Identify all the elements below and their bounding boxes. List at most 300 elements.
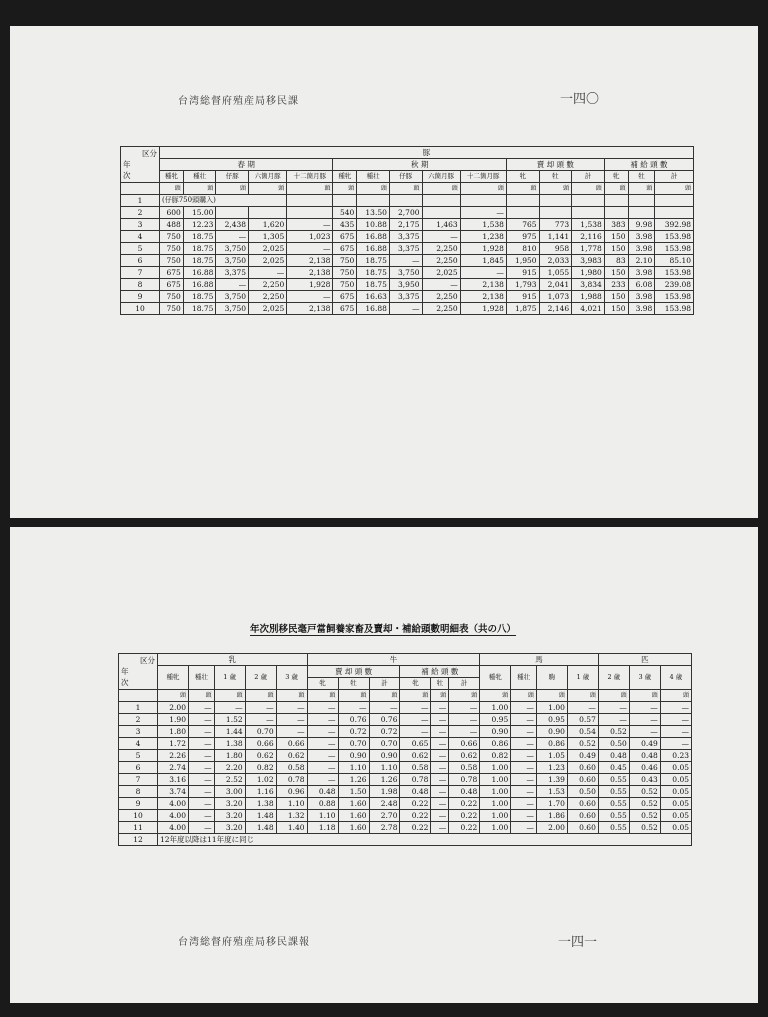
table-cell: 1.18 [307,822,338,834]
table-cell [216,207,249,219]
table-cell: 2,250 [249,291,287,303]
table-cell: 1.38 [245,798,276,810]
table-cell: — [660,714,691,726]
row-year: 2 [121,207,160,219]
table-cell: 1,950 [506,255,539,267]
table-cell: — [660,726,691,738]
table-cell: 750 [333,279,357,291]
table-row [119,786,692,798]
table-cell: 765 [506,219,539,231]
table-cell: 2,041 [539,279,572,291]
table-cell: 1.60 [338,810,369,822]
table-cell: 2.26 [158,750,189,762]
table-cell: 0.96 [276,786,307,798]
column-header: 3 歳 [629,666,660,690]
table-cell: 2,138 [287,267,333,279]
table-row [121,267,694,279]
table-cell: 1,980 [572,267,605,279]
table-cell: 0.82 [480,750,511,762]
table-cell: 3.98 [628,231,655,243]
table-cell: 1.26 [369,774,400,786]
column-header: 種牝 [333,171,357,183]
table-cell: 2.20 [214,762,245,774]
table-cell: 1.39 [536,774,567,786]
table-cell: 4.00 [158,798,189,810]
table-cell: 0.52 [629,810,660,822]
corner-top-label-2: 区分 [140,656,155,665]
table-cell: 675 [160,267,184,279]
table-cell: 239.08 [655,279,694,291]
unit-cell: 頭 [400,690,431,702]
table-cell: 750 [160,243,184,255]
table-row [121,303,694,315]
unit-cell: 頭 [598,690,629,702]
unit-cell: 頭 [660,690,691,702]
table-cell: 16.88 [357,231,390,243]
table-cell: 0.88 [307,798,338,810]
table-cell: — [389,255,422,267]
table-cell: — [511,762,537,774]
group-horse: 馬 [480,654,599,666]
table-cell [357,195,390,207]
column-header: 十二箇月豚 [287,171,333,183]
unit-cell: 頭 [160,183,184,195]
table-cell: — [400,726,431,738]
table-cell: 2,025 [422,267,460,279]
table-cell: 750 [333,267,357,279]
table-cell: — [431,738,449,750]
table-row [119,726,692,738]
table-cell: 0.90 [536,726,567,738]
row-year: 8 [119,786,158,798]
table-row [119,798,692,810]
row-year: 2 [119,714,158,726]
column-header: 種壮 [183,171,216,183]
table-cell: 1,463 [422,219,460,231]
table-cell: 3.98 [628,267,655,279]
table-cell: — [389,303,422,315]
table-cell: 0.95 [536,714,567,726]
table-cell: 1.32 [276,810,307,822]
column-header: 1 歳 [214,666,245,690]
table-cell: — [511,810,537,822]
table-cell: 1.80 [158,726,189,738]
subgroup-sold: 賣 却 頭 數 [307,666,400,678]
table-cell: 675 [333,303,357,315]
corner-label-2-2: 次 [121,678,129,687]
table-cell: 0.66 [449,738,480,750]
table-cell: — [511,726,537,738]
table-cell: 2,250 [422,303,460,315]
table-cell: 1.53 [536,786,567,798]
table-cell: 18.75 [357,255,390,267]
table-cell: — [307,702,338,714]
table-cell: 0.60 [567,774,598,786]
page-number: 一四〇 [560,92,600,107]
table-cell: 150 [604,291,628,303]
row-year: 9 [121,291,160,303]
row-year: 6 [121,255,160,267]
group-pig: 豚 [160,147,694,159]
table-cell [287,195,333,207]
unit-cell: 頭 [567,690,598,702]
unit-cell: 頭 [506,183,539,195]
table-cell: 153.98 [655,291,694,303]
table-cell: 3,834 [572,279,605,291]
table-cell: 383 [604,219,628,231]
lower-page [10,527,758,1003]
table-cell [422,207,460,219]
column-header: 種壮 [511,666,537,690]
table-cell [422,195,460,207]
table-cell: 18.75 [357,267,390,279]
table-cell: 0.22 [400,822,431,834]
running-header: 台湾総督府殖産局移民課 [178,96,299,107]
unit-cell: 頭 [460,183,506,195]
table-row [119,762,692,774]
table-cell: 2,438 [216,219,249,231]
table-cell: 0.76 [369,714,400,726]
table-cell: 0.22 [449,798,480,810]
column-header: 六箇月豚 [249,171,287,183]
column-header: 六箇月豚 [422,171,460,183]
table-cell: 1.72 [158,738,189,750]
table-cell: 0.22 [449,822,480,834]
table-cell: 3,375 [216,267,249,279]
table-cell: 12.23 [183,219,216,231]
table-cell: 1.16 [245,786,276,798]
table-cell: 1,845 [460,255,506,267]
table-cell: 0.05 [660,762,691,774]
table-cell: — [307,774,338,786]
unit-cell: 頭 [245,690,276,702]
corner-label-1-2: 年 [121,667,129,676]
table-cell: 0.90 [369,750,400,762]
table-cell: — [598,714,629,726]
table-cell: 1,238 [460,231,506,243]
table-cell: 2,025 [249,243,287,255]
continuation-note: 12年度以降は11年度に同じ [158,834,692,846]
table-cell: 3,375 [389,231,422,243]
upper-page [10,26,758,518]
table-cell: 0.55 [598,810,629,822]
table-cell: 0.52 [629,822,660,834]
table-cell: 16.63 [357,291,390,303]
table-cell: — [400,702,431,714]
table-cell: 4.00 [158,822,189,834]
table-cell: 3.16 [158,774,189,786]
purchase-note: (仔豚750頭購入) [160,195,287,207]
table-cell [572,195,605,207]
table-row [119,834,692,846]
table-cell [655,195,694,207]
table-cell: 6.08 [628,279,655,291]
unit-cell: 頭 [188,690,214,702]
table-cell: 2,250 [422,243,460,255]
unit-cell: 頭 [357,183,390,195]
table-cell: — [431,774,449,786]
table-cell: — [511,774,537,786]
table-cell: — [188,810,214,822]
unit-cell: 頭 [287,183,333,195]
table-cell: 675 [333,243,357,255]
table-cell: 0.62 [245,750,276,762]
table-cell: 0.60 [567,810,598,822]
table-cell: 3,750 [216,291,249,303]
table-cell: — [307,726,338,738]
cattle-horse-table [118,653,692,846]
table-cell: 1.86 [536,810,567,822]
table-cell: — [431,810,449,822]
table-row [121,279,694,291]
table-cell: 0.54 [567,726,598,738]
table-cell: 18.75 [183,255,216,267]
table-cell: 18.75 [357,279,390,291]
column-header: 仔豚 [389,171,422,183]
row-year: 8 [121,279,160,291]
table-cell: 1.70 [536,798,567,810]
table-cell: 1.00 [480,798,511,810]
table-cell: 0.78 [449,774,480,786]
table-cell: — [422,231,460,243]
table-cell: 3,750 [216,243,249,255]
table-cell: 1.80 [214,750,245,762]
table-cell: 1.60 [338,798,369,810]
table-cell [506,195,539,207]
subgroup-supplied: 補 給 頭 數 [604,159,693,171]
row-year: 5 [119,750,158,762]
table-cell: 0.86 [480,738,511,750]
table-cell: 1.00 [536,702,567,714]
table-cell: — [307,714,338,726]
table-cell: 1.10 [307,810,338,822]
table-cell: 3.20 [214,810,245,822]
table-cell: 2,025 [249,303,287,315]
table-cell: — [307,738,338,750]
table-cell: 18.75 [183,291,216,303]
table-cell: — [449,726,480,738]
table-cell: 0.49 [629,738,660,750]
table-cell: 0.55 [598,774,629,786]
table-cell: — [629,714,660,726]
table-cell: 16.88 [183,279,216,291]
table-cell: 0.55 [598,798,629,810]
row-year: 4 [121,231,160,243]
table-cell [655,207,694,219]
row-year: 1 [121,195,160,207]
column-header: 牝 [604,171,628,183]
table-cell [628,207,655,219]
table-cell: 675 [333,231,357,243]
table-cell: 1.50 [338,786,369,798]
table-cell: 0.48 [307,786,338,798]
row-year: 1 [119,702,158,714]
column-header: 種壮 [357,171,390,183]
unit-cell: 頭 [276,690,307,702]
table-cell: — [188,822,214,834]
table-cell: 0.52 [629,798,660,810]
subgroup-spring: 春 期 [160,159,333,171]
unit-cell: 頭 [307,690,338,702]
column-header: 種壮 [188,666,214,690]
column-header: 種牝 [480,666,511,690]
unit-cell: 頭 [338,690,369,702]
table-cell: 2,033 [539,255,572,267]
table-cell: — [460,267,506,279]
row-year: 5 [121,243,160,255]
table-cell: 1.00 [480,822,511,834]
table-row [121,195,694,207]
table-cell: — [188,798,214,810]
table-cell: 0.76 [338,714,369,726]
table-cell [628,195,655,207]
table-cell: 9.98 [628,219,655,231]
table-cell: 0.95 [480,714,511,726]
table-cell: 750 [160,231,184,243]
table-cell: 153.98 [655,303,694,315]
row-year: 11 [119,822,158,834]
column-header: 4 歳 [660,666,691,690]
table-cell: 150 [604,231,628,243]
column-header: 計 [369,678,400,690]
table-cell: 4,021 [572,303,605,315]
table-cell: 1,928 [460,303,506,315]
table-cell: 3.00 [214,786,245,798]
table-cell: 2.52 [214,774,245,786]
table-cell: 0.05 [660,822,691,834]
table-cell: 0.78 [400,774,431,786]
table-cell [333,195,357,207]
column-header: 種牝 [160,171,184,183]
column-header: 牝 [400,678,431,690]
table-cell: 15.00 [183,207,216,219]
table-cell: 153.98 [655,231,694,243]
table-cell: 773 [539,219,572,231]
column-header: 3 歳 [276,666,307,690]
table-cell: 0.48 [400,786,431,798]
table-cell: 2,116 [572,231,605,243]
table-cell: 0.62 [400,750,431,762]
table-cell: 18.75 [183,303,216,315]
table-cell: 958 [539,243,572,255]
table-cell: — [188,714,214,726]
table-cell: 3.98 [628,291,655,303]
table-cell: 1,793 [506,279,539,291]
table-cell [506,207,539,219]
column-header: 牡 [431,678,449,690]
unit-cell: 頭 [369,690,400,702]
table-cell: 1,055 [539,267,572,279]
table-cell: 0.05 [660,786,691,798]
table-cell: 1.00 [480,762,511,774]
row-year: 7 [119,774,158,786]
table-cell: 2.70 [369,810,400,822]
table-cell: 2,138 [460,279,506,291]
table-cell [604,207,628,219]
table-cell: 0.86 [536,738,567,750]
table-cell: 0.52 [629,786,660,798]
column-header: 計 [572,171,605,183]
table-cell: — [422,279,460,291]
table-cell: 1.40 [276,822,307,834]
table-cell: 153.98 [655,267,694,279]
table-cell: — [400,714,431,726]
table-cell: 3,983 [572,255,605,267]
table-cell: — [511,786,537,798]
table-cell: 915 [506,267,539,279]
table-cell: 392.98 [655,219,694,231]
table-cell: — [511,702,537,714]
table-cell [572,207,605,219]
table-cell: 1,620 [249,219,287,231]
table-cell: 488 [160,219,184,231]
row-year: 9 [119,798,158,810]
row-year: 3 [121,219,160,231]
table-corner [121,147,160,183]
table-cell: 3.20 [214,798,245,810]
corner-top-label: 区分 [142,149,157,158]
table-cell: 0.52 [567,738,598,750]
unit-cell: 頭 [431,690,449,702]
table-cell: 1,928 [287,279,333,291]
table-cell: — [276,714,307,726]
column-header: 駒 [536,666,567,690]
table-cell: 0.65 [400,738,431,750]
table-cell: 750 [160,255,184,267]
column-header: 2 歳 [598,666,629,690]
subgroup-autumn: 秋 期 [333,159,506,171]
table-cell: — [369,702,400,714]
table-cell: 153.98 [655,243,694,255]
table-cell: — [188,750,214,762]
unit-cell: 頭 [604,183,628,195]
table-cell: — [431,786,449,798]
table-cell: 0.58 [449,762,480,774]
table-cell: 0.66 [276,738,307,750]
table-cell: — [216,231,249,243]
table-cell: 1.98 [369,786,400,798]
table-cell: 0.72 [369,726,400,738]
table-cell: 0.22 [400,810,431,822]
row-year: 10 [121,303,160,315]
table-cell: — [338,702,369,714]
unit-cell [119,690,158,702]
table-cell: 2,250 [422,255,460,267]
column-header: 十二箇月豚 [460,171,506,183]
table-cell: 2,138 [287,255,333,267]
table-cell: 0.46 [629,762,660,774]
table-cell: 1,073 [539,291,572,303]
table-cell: — [511,738,537,750]
unit-row [121,183,694,195]
row-year: 10 [119,810,158,822]
unit-cell: 頭 [389,183,422,195]
table-cell: — [449,702,480,714]
table-cell: 2,250 [422,291,460,303]
table-cell: 1,538 [460,219,506,231]
table-cell: 0.45 [598,762,629,774]
unit-cell: 頭 [214,690,245,702]
page-number-2: 一四一 [558,935,598,950]
table-cell: 2,138 [287,303,333,315]
table-cell: 1.10 [338,762,369,774]
table-cell: 600 [160,207,184,219]
group-cattle: 牛 [307,654,480,666]
table-cell: 3.74 [158,786,189,798]
table-cell: — [660,738,691,750]
table-cell: 150 [604,303,628,315]
table-cell: 2,175 [389,219,422,231]
